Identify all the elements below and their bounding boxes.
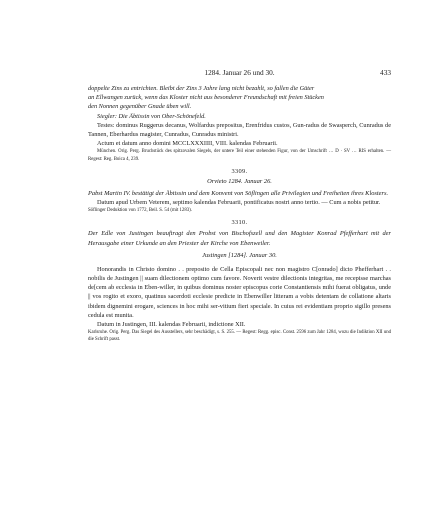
- document-regest: Der Edle von Justingen beauftragt den Probst von Bischofszell und den Magister Konrad Pfefferhart mit der Herausgabe einer Urkunde an den Priester der Kirche von Ebenweiler.: [88, 230, 391, 247]
- document-3309: [88, 168, 391, 215]
- regest-line: an Ellwangen zurück, wenn das Kloster nicht aus besonderer Freundschaft mit freien Stücken: [88, 94, 324, 102]
- document-place-date: Justingen [1284]. Januar 30.: [202, 251, 277, 259]
- datum-line: Datum in Justingen, III. kalendas Februarii, indictione XII.: [97, 321, 246, 329]
- actum-line: Actum et datum anno domini MCCLXXXIIII, VIII. kalendas Februarii.: [97, 140, 278, 148]
- document-3310: [88, 219, 391, 343]
- regest-line: doppelte Zins zu entrichten. Bleibt der Zins 3 Jahre lang nicht bezahlt, so fallen die Güter: [88, 85, 315, 92]
- datum-paragraph: Datum apud Urbem Veterem, septimo kalendas Februarii, pontificatus nostri anno tertio. — Cum a nobis petitur.: [97, 199, 381, 207]
- document-text: Honorandis in Christo domino . . preposito de Cella Episcopali nec non magistro C[onrado] dicto Phefferhart . . nobilis de Justingen || suam dilectionem optimo cum favore. Noverit vestre dilectionis integritas, me recepisse marchas de[cem ab ecclesia in Eben-willer, in quibus dominus noster episcopus corie Constantiensis mihi fuerat obligatus, unde || vos rogito et exoro, quatinus sacerdoti ecclesie predicte in Ebenwiller litteram a vobis detentam de collatione altaris ibidem dignemini erogare, sciences in hoc mihi ser-vitium fieri speciale. In cuius rei evidentiam proprio sigillo presens cedula est munita.: [88, 265, 391, 319]
- archival-note: München. Orig. Perg. Bruchstück des spitzovalen Siegels, der untere Teil einer stehenden Figur, von der Umschrift … D · SV … RIS erhalten. — Regest: Reg. Boica 4, 239.: [88, 149, 391, 162]
- document-place-date: Orvieto 1284. Januar 26.: [207, 177, 272, 185]
- document-regest: Pabst Martin IV. bestätigt der Äbtissin und dem Konvent von Söflingen alle Privilegien und Freiheiten ihres Klosters.: [88, 189, 389, 197]
- archival-note: Söflinger Deduktion von 1772, Beil. S. 54 (mit 1283).: [88, 208, 192, 214]
- page-header: [88, 68, 391, 80]
- regest-line: den Nonnen gegenüber Gnade üben will.: [88, 103, 192, 111]
- document-number: 3309.: [231, 167, 248, 175]
- previous-document-section: [88, 84, 391, 163]
- siegler-line: Siegler: Die Äbtissin von Ober-Schönefeld.: [97, 112, 206, 120]
- page-number: 433: [380, 68, 391, 77]
- running-header: 1284. Januar 26 und 30.: [204, 68, 275, 77]
- testes-paragraph: Testes: dominus Ruggerus decanus, Wolfardus prepositus, Erenfridus custos, Gun-radus de Swasperch, Cunradus de Tannen, Eberhardus magister, Cunradus, Cunradus ministri.: [88, 121, 391, 139]
- document-number: 3310.: [231, 219, 248, 227]
- archival-note: Karlsruhe. Orig. Perg. Das Siegel des Ausstellers, sehr beschädigt, s. S. 255. — Regest: Regg. episc. Const. 2596 zum Jahr 1284, wozu die Indiktion XII und die Schrift passt.: [88, 330, 391, 343]
